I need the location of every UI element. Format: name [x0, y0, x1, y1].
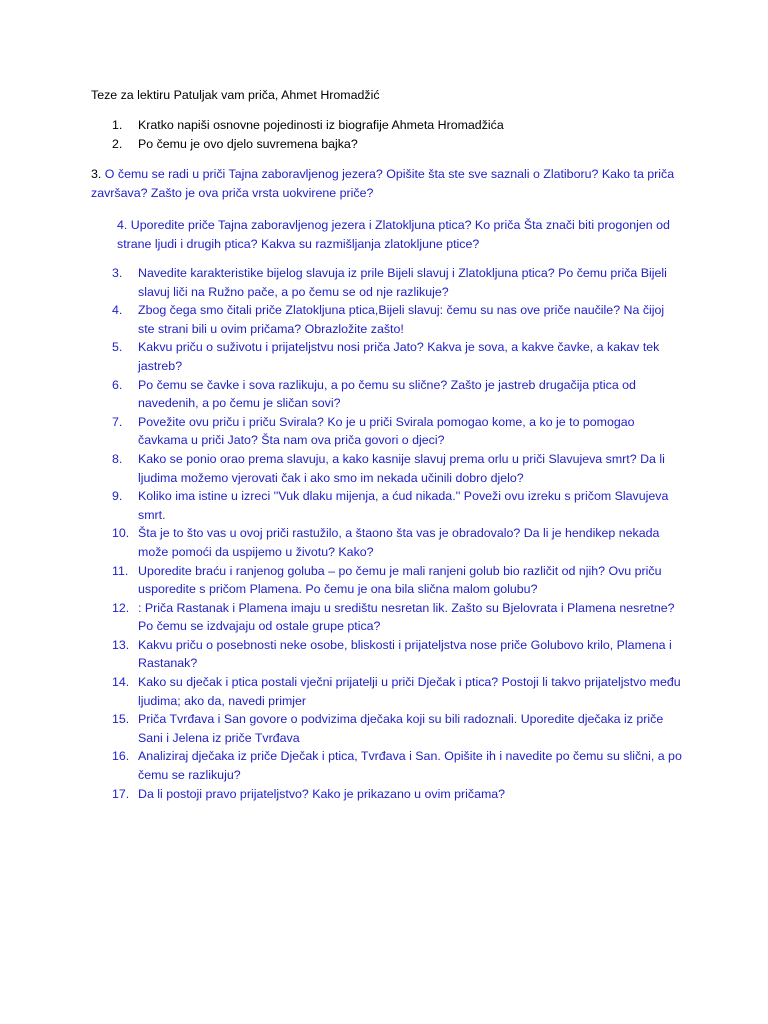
list-item-text: : Priča Rastanak i Plamena imaju u središtu nesretan lik. Zašto su Bjelovrata i Plamena nesretne? Po čemu se izdvajaju od ostale grupe ptica? [138, 600, 675, 634]
list-item [112, 376, 682, 413]
list-item-text: Kakvu priču o posebnosti neke osobe, bliskosti i prijateljstva nose priče Golubovo krilo, Plamena i Rastanak? [138, 637, 672, 671]
list-item [112, 487, 682, 524]
list-item [112, 264, 682, 301]
question-3-number: 3. [91, 167, 102, 181]
list-item [112, 413, 682, 450]
list-item-text: Povežite ovu priču i priču Svirala? Ko je u priči Svirala pomogao kome, a ko je to pomogao čavkama u priči Jato? Šta nam ova priča govori o djeci? [138, 414, 635, 448]
list-item [112, 135, 672, 154]
list-number: 11. [112, 563, 129, 578]
list-item-text: Priča Tvrđava i San govore o podvizima dječaka koji su bili radoznali. Uporedite dječaka iz priče Sani i Jelena iz priče Tvrđava [138, 712, 664, 745]
list-number: 15. [112, 712, 130, 727]
question-4-paragraph: 4. Uporedite priče Tajna zaboravljenog jezera i Zlatokljuna ptica? Ko priča Šta znači biti progonjen od strane ljudi i drugih ptica? Kakva su razmišljanja zlatokljune ptice? [117, 218, 670, 251]
list-item [112, 116, 672, 135]
list-item [112, 524, 682, 561]
list-item-text: Navedite karakteristike bijelog slavuja iz prile Bijeli slavuj i Zlatokljuna ptica? Po čemu priča Bijeli slavuj liči na Ružno pače, a po čemu se od nje razlikuje? [138, 266, 667, 299]
list-number: 9. [112, 489, 123, 504]
intro-list [112, 116, 672, 153]
list-number: 8. [112, 451, 123, 466]
list-item-text: Kako su dječak i ptica postali vječni prijatelji u priči Dječak i ptica? Postoji li takvo prijateljstvo među ljudima; ako da, navedi primjer [138, 675, 681, 708]
document-title: Teze za lektiru Patuljak vam priča, Ahmet Hromadžić [91, 88, 380, 102]
list-item [112, 599, 682, 636]
list-number: 12. [112, 600, 130, 615]
list-number: 4. [112, 303, 123, 318]
list-item-text: Zbog čega smo čitali priče Zlatokljuna ptica,Bijeli slavuj: čemu su nas ove priče naučile? Na čijoj ste strani bili u ovim pričama? Obrazložite zašto! [138, 303, 665, 336]
list-item-text: Po čemu se čavke i sova razlikuju, a po čemu su slične? Zašto je jastreb drugačija ptica od navedenih, a po čemu je sličan sovi? [138, 377, 636, 411]
list-number: 1. [112, 118, 123, 132]
list-item-text: Uporedite braću i ranjenog goluba – po čemu je mali ranjeni golub bio različit od njih? Ovu priču usporedite s pričom Plamena. Po čemu je ona bila slična malom golubu? [138, 563, 662, 597]
list-item-text: Kako se ponio orao prema slavuju, a kako kasnije slavuj prema orlu u priči Slavujeva smrt? Da li ljudima možemo vjerovati čak i ako smo im nekada učinili dobro djelo? [138, 451, 665, 485]
list-item-text: Kratko napiši osnovne pojedinosti iz biografije Ahmeta Hromadžića [138, 118, 504, 132]
list-item-text: Da li postoji pravo prijateljstvo? Kako je prikazano u ovim pričama? [138, 786, 506, 801]
list-item [112, 710, 682, 747]
list-item [112, 747, 682, 784]
list-item [112, 338, 682, 375]
question-3-paragraph [91, 165, 681, 202]
list-item-text: Kakvu priču o suživotu i prijateljstvu nosi priča Jato? Kakva je sova, a kakve čavke, a kakav tek jastreb? [138, 340, 660, 373]
list-number: 5. [112, 340, 123, 355]
list-item [112, 562, 682, 599]
list-number: 13. [112, 637, 130, 652]
list-item [112, 785, 682, 804]
list-number: 16. [112, 749, 130, 764]
list-item-text: Analiziraj dječaka iz priče Dječak i ptica, Tvrđava i San. Opišite ih i navedite po čemu su slični, a po čemu se razlikuju? [138, 749, 682, 783]
question-3-text: O čemu se radi u priči Tajna zaboravljenog jezera? Opišite šta ste sve saznali o Zlatiboru? Kako ta priča završava? Zašto je ova priča vrsta uokvirene priče? [91, 167, 675, 200]
list-number: 10. [112, 526, 130, 541]
list-item [112, 301, 682, 338]
list-item-text: Koliko ima istine u izreci ''Vuk dlaku mijenja, a ćud nikada.'' Poveži ovu izreku s pričom Slavujeva smrt. [138, 489, 669, 522]
list-number: 7. [112, 414, 123, 429]
list-item-text: Po čemu je ovo djelo suvremena bajka? [138, 136, 358, 151]
list-number: 3. [112, 266, 123, 280]
list-number: 17. [112, 786, 130, 801]
list-item [112, 673, 682, 710]
list-item-text: Šta je to što vas u ovoj priči rastužilo, a štaono šta vas je obradovalo? Da li je hendikep nekada može pomoći da uspijemo u životu? Kako? [138, 526, 660, 559]
list-item [112, 636, 682, 673]
list-item [112, 450, 682, 487]
list-number: 6. [112, 377, 123, 392]
list-number: 2. [112, 136, 123, 151]
list-number: 14. [112, 675, 130, 690]
questions-list [112, 264, 682, 803]
